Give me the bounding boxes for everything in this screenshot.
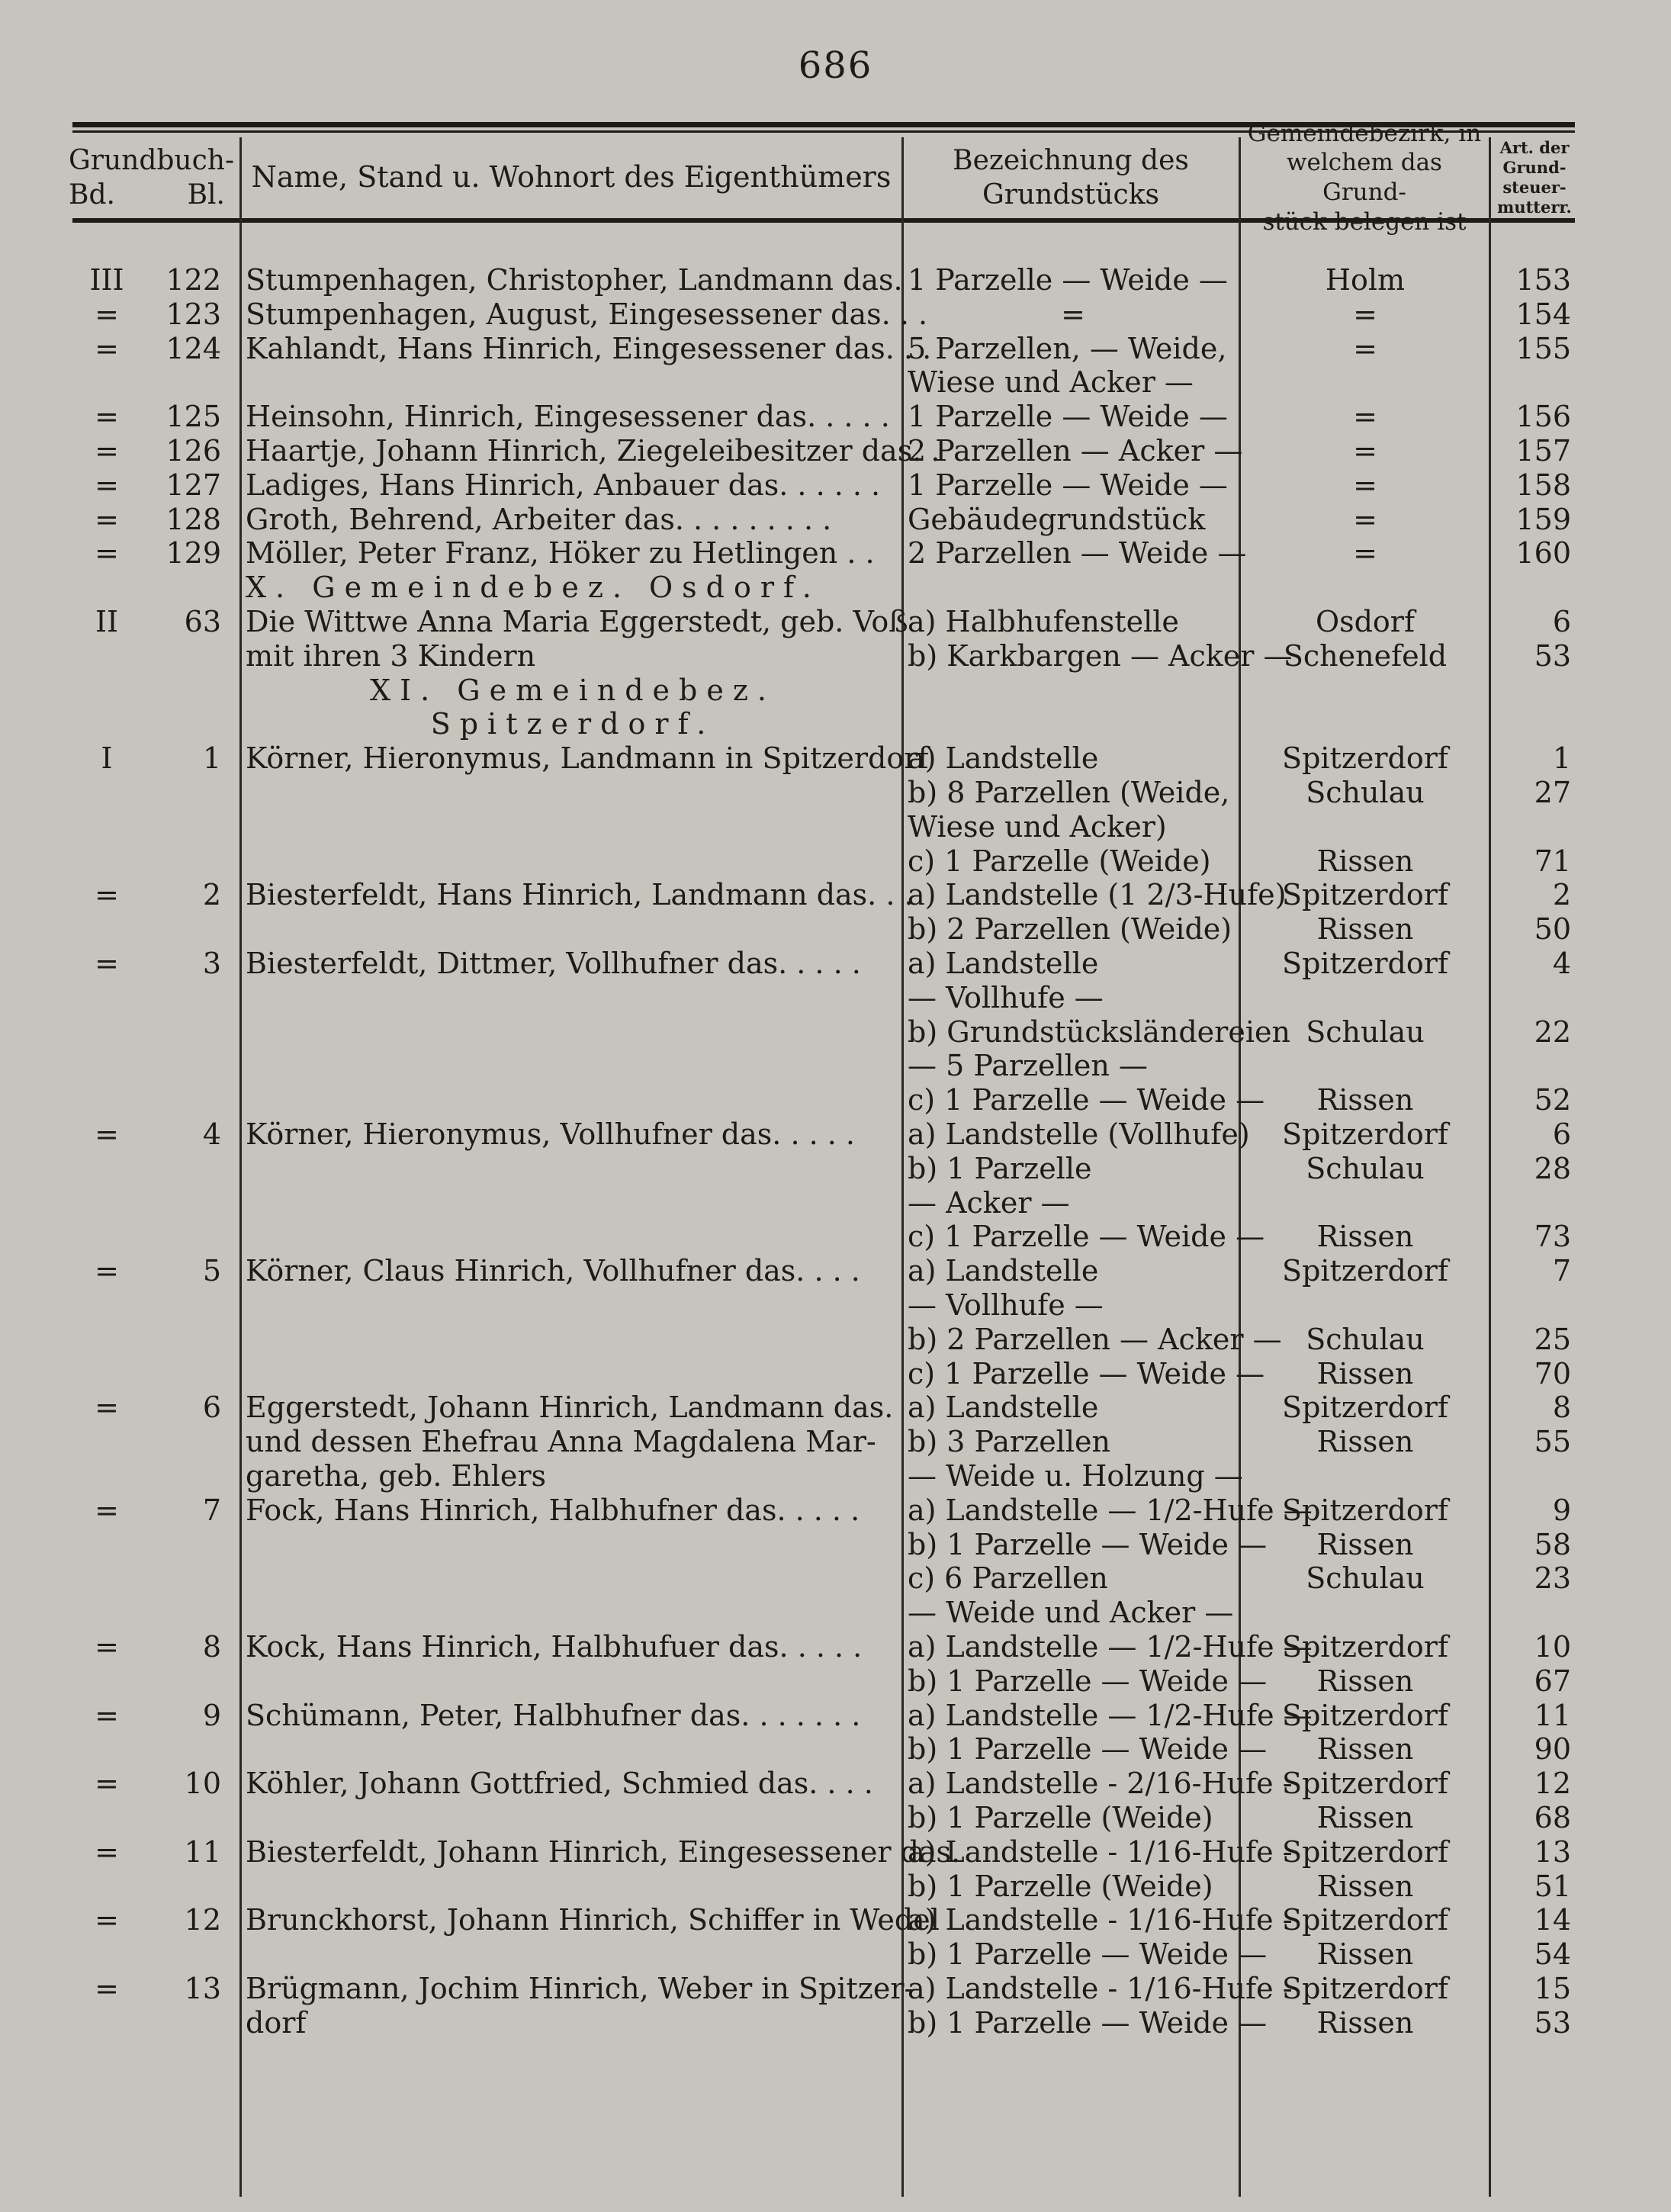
section-heading: XI. Gemeindebez. [370, 674, 776, 707]
table-row [0, 1596, 1671, 1629]
cell-band: = [95, 536, 119, 570]
cell-blatt: 122 [165, 263, 221, 297]
table-row [0, 400, 1671, 433]
page-number: 686 [798, 44, 873, 87]
cell-article: 158 [1515, 468, 1571, 502]
cell-article: 50 [1534, 912, 1571, 946]
cell-district: Spitzerdorf [1282, 1391, 1448, 1424]
cell-district: = [1353, 434, 1377, 468]
cell-parcel: a) Landstelle - 1/16-Hufe - [908, 1903, 1293, 1937]
cell-blatt: 7 [202, 1493, 221, 1527]
cell-owner: Biesterfeldt, Hans Hinrich, Landmann das. . . [246, 878, 914, 911]
cell-band: I [101, 741, 113, 775]
table-row [0, 947, 1671, 980]
cell-parcel: a) Landstelle - 1/16-Hufe - [908, 1972, 1293, 2005]
cell-band: = [95, 468, 119, 502]
cell-article: 154 [1515, 297, 1571, 331]
cell-parcel: b) Grundstücksländereien [908, 1015, 1290, 1049]
cell-district: Rissen [1316, 1083, 1414, 1117]
cell-parcel: a) Landstelle — 1/2-Hufe — [908, 1630, 1313, 1664]
cell-parcel: 5 Parzellen, — Weide, [908, 332, 1227, 365]
cell-owner: Stumpenhagen, Christopher, Landmann das. . [246, 263, 921, 297]
cell-blatt: 4 [202, 1117, 221, 1151]
cell-band: = [95, 1391, 119, 1424]
cell-district: Schulau [1306, 1561, 1425, 1595]
table-row [0, 263, 1671, 297]
cell-blatt: 6 [202, 1391, 221, 1424]
cell-band: = [95, 434, 119, 468]
cell-article: 53 [1534, 2006, 1571, 2040]
cell-article: 6 [1552, 1117, 1571, 1151]
table-row [0, 536, 1671, 570]
cell-band: = [95, 1630, 119, 1664]
header-bezeichnung-line2: Grundstücks [982, 179, 1159, 211]
cell-owner: Heinsohn, Hinrich, Eingesessener das. . . . . [246, 400, 890, 433]
cell-owner: Biesterfeldt, Johann Hinrich, Eingesessener das. [246, 1835, 961, 1869]
cell-parcel: — Vollhufe — [908, 1288, 1104, 1322]
cell-band: = [95, 1699, 119, 1732]
table-row [0, 1972, 1671, 2005]
cell-parcel: b) 1 Parzelle — Weide — [908, 1937, 1268, 1971]
cell-article: 157 [1515, 434, 1571, 468]
cell-district: Rissen [1316, 1425, 1414, 1458]
cell-district: Spitzerdorf [1282, 1630, 1448, 1664]
cell-parcel: a) Landstelle — 1/2-Hufe — [908, 1699, 1313, 1732]
header-bezeichnung [905, 137, 1237, 218]
cell-owner: Biesterfeldt, Dittmer, Vollhufner das. . . . . [246, 947, 861, 980]
cell-band: = [95, 400, 119, 433]
cell-blatt: 13 [184, 1972, 221, 2005]
table-row [0, 1220, 1671, 1253]
table-row [0, 468, 1671, 502]
cell-blatt: 2 [202, 878, 221, 911]
table-row [0, 776, 1671, 809]
cell-blatt: 1 [202, 741, 221, 775]
table-row [0, 1459, 1671, 1493]
cell-article: 155 [1515, 332, 1571, 365]
cell-article: 14 [1534, 1903, 1571, 1937]
cell-parcel: b) 1 Parzelle (Weide) [908, 1801, 1213, 1834]
cell-parcel: a) Landstelle — 1/2-Hufe — [908, 1493, 1313, 1527]
cell-district: Rissen [1316, 844, 1414, 878]
cell-parcel: a) Landstelle [908, 947, 1099, 980]
cell-parcel: b) 1 Parzelle (Weide) [908, 1870, 1213, 1903]
cell-owner: Köhler, Johann Gottfried, Schmied das. . . . [246, 1767, 873, 1800]
header-gemeinde-line2: welchem das Grund- [1287, 149, 1442, 206]
cell-owner: dorf [246, 2006, 307, 2040]
table-row [0, 1186, 1671, 1220]
cell-band: II [95, 605, 119, 638]
cell-parcel: — Weide und Acker — [908, 1596, 1234, 1629]
header-name-label: Name, Stand u. Wohnort des Eigenthümers [251, 160, 892, 195]
cell-band: = [95, 503, 119, 536]
cell-band: = [95, 1254, 119, 1288]
cell-parcel: b) 1 Parzelle [908, 1152, 1092, 1185]
cell-district: Spitzerdorf [1282, 1699, 1448, 1732]
cell-article: 153 [1515, 263, 1571, 297]
cell-parcel: 1 Parzelle — Weide — [908, 468, 1228, 502]
cell-district: Schulau [1306, 1015, 1425, 1049]
header-rule [72, 218, 1575, 223]
cell-parcel: Wiese und Acker) [908, 810, 1167, 844]
cell-article: 70 [1534, 1357, 1571, 1391]
cell-district: Rissen [1316, 1664, 1414, 1698]
table-row [0, 297, 1671, 331]
cell-owner: Ladiges, Hans Hinrich, Anbauer das. . . . . . [246, 468, 881, 502]
header-grundbuch-label: Grundbuch- [69, 145, 235, 176]
cell-article: 159 [1515, 503, 1571, 536]
cell-owner: Haartje, Johann Hinrich, Ziegeleibesitzer das. . [246, 434, 940, 468]
cell-article: 10 [1534, 1630, 1571, 1664]
cell-blatt: 125 [165, 400, 221, 433]
cell-band: = [95, 1835, 119, 1869]
cell-owner: Fock, Hans Hinrich, Halbhufner das. . . . . [246, 1493, 860, 1527]
cell-blatt: 124 [165, 332, 221, 365]
cell-parcel: a) Landstelle - 2/16-Hufe - [908, 1767, 1293, 1800]
cell-blatt: 128 [165, 503, 221, 536]
table-row [0, 1015, 1671, 1049]
cell-band: = [95, 332, 119, 365]
cell-owner: Die Wittwe Anna Maria Eggerstedt, geb. Voß [246, 605, 908, 638]
cell-parcel: c) 1 Parzelle (Weide) [908, 844, 1211, 878]
cell-parcel: a) Landstelle [908, 1391, 1099, 1424]
cell-district: Spitzerdorf [1282, 1254, 1448, 1288]
cell-parcel: c) 1 Parzelle — Weide — [908, 1357, 1265, 1391]
cell-parcel: 1 Parzelle — Weide — [908, 263, 1228, 297]
table-row [0, 503, 1671, 536]
cell-article: 2 [1552, 878, 1571, 911]
cell-district: Schulau [1306, 1323, 1425, 1356]
cell-owner: Stumpenhagen, August, Eingesessener das. . . [246, 297, 928, 331]
section-heading: Spitzerdorf. [430, 707, 715, 741]
cell-parcel: — Vollhufe — [908, 981, 1104, 1014]
cell-owner: Möller, Peter Franz, Höker zu Hetlingen . . [246, 536, 875, 570]
cell-district: Schulau [1306, 1152, 1425, 1185]
header-bezeichnung-line1: Bezeichnung des [953, 145, 1189, 176]
cell-article: 55 [1534, 1425, 1571, 1458]
cell-parcel: b) 3 Parzellen [908, 1425, 1110, 1458]
table-row [0, 332, 1671, 365]
table-row [0, 1493, 1671, 1527]
cell-blatt: 12 [184, 1903, 221, 1937]
cell-parcel: — Acker — [908, 1186, 1070, 1220]
cell-blatt: 129 [165, 536, 221, 570]
table-row [0, 1835, 1671, 1869]
cell-district: Spitzerdorf [1282, 1835, 1448, 1869]
table-row [0, 1117, 1671, 1151]
cell-parcel: a) Landstelle [908, 741, 1099, 775]
header-grundbuch [69, 137, 235, 218]
cell-article: 54 [1534, 1937, 1571, 1971]
table-row [0, 1903, 1671, 1937]
cell-district: Schulau [1306, 776, 1425, 809]
cell-owner: Körner, Claus Hinrich, Vollhufner das. . . . [246, 1254, 860, 1288]
cell-parcel: a) Landstelle (Vollhufe) [908, 1117, 1250, 1151]
cell-parcel: 2 Parzellen — Acker — [908, 434, 1243, 468]
cell-district: = [1353, 297, 1377, 331]
cell-article: 73 [1534, 1220, 1571, 1253]
cell-district: Rissen [1316, 912, 1414, 946]
cell-article: 25 [1534, 1323, 1571, 1356]
cell-article: 27 [1534, 776, 1571, 809]
cell-parcel: a) Landstelle (1 2/3-Hufe) [908, 878, 1287, 911]
table-row [0, 810, 1671, 844]
cell-district: Spitzerdorf [1282, 1493, 1448, 1527]
cell-band: = [95, 1767, 119, 1800]
cell-article: 23 [1534, 1561, 1571, 1595]
cell-parcel: b) 1 Parzelle — Weide — [908, 1664, 1268, 1698]
cell-blatt: 9 [202, 1699, 221, 1732]
cell-band: III [89, 263, 124, 297]
cell-district: Holm [1325, 263, 1406, 297]
cell-blatt: 63 [184, 605, 221, 638]
table-row [0, 1870, 1671, 1903]
table-row [0, 1801, 1671, 1834]
cell-owner: Schümann, Peter, Halbhufner das. . . . . . . [246, 1699, 861, 1732]
cell-band: = [95, 878, 119, 911]
cell-owner: Brunckhorst, Johann Hinrich, Schiffer in Wedel [246, 1903, 940, 1937]
cell-district: Rissen [1316, 1732, 1414, 1766]
cell-parcel: b) Karkbargen — Acker — [908, 639, 1293, 673]
cell-district: = [1353, 400, 1377, 433]
header-artikel [1492, 137, 1577, 218]
cell-owner: Kahlandt, Hans Hinrich, Eingesessener das. . . [246, 332, 932, 365]
cell-article: 8 [1552, 1391, 1571, 1424]
table-row [0, 878, 1671, 911]
table-row [0, 1288, 1671, 1322]
cell-owner: Eggerstedt, Johann Hinrich, Landmann das. [246, 1391, 894, 1424]
cell-district: Osdorf [1315, 605, 1416, 638]
header-bd: Bd. [69, 179, 115, 211]
cell-district: = [1353, 332, 1377, 365]
table-row [0, 1254, 1671, 1288]
table-row [0, 1767, 1671, 1800]
cell-article: 68 [1534, 1801, 1571, 1834]
cell-owner: und dessen Ehefrau Anna Magdalena Mar- [246, 1425, 876, 1458]
cell-article: 11 [1534, 1699, 1571, 1732]
cell-district: Schenefeld [1283, 639, 1448, 673]
cell-owner: Kock, Hans Hinrich, Halbhufuer das. . . . . [246, 1630, 863, 1664]
table-row [0, 1561, 1671, 1595]
cell-parcel: a) Landstelle - 1/16-Hufe - [908, 1835, 1293, 1869]
cell-band: = [95, 297, 119, 331]
cell-parcel: — 5 Parzellen — [908, 1049, 1148, 1082]
cell-parcel: c) 1 Parzelle — Weide — [908, 1220, 1265, 1253]
cell-article: 90 [1534, 1732, 1571, 1766]
header-name [243, 137, 900, 218]
table-row [0, 1937, 1671, 1971]
table-row [0, 1049, 1671, 1082]
table-row [0, 1664, 1671, 1698]
cell-band: = [95, 1493, 119, 1527]
cell-district: Rissen [1316, 1528, 1414, 1561]
cell-article: 67 [1534, 1664, 1571, 1698]
header-bl: Bl. [187, 179, 225, 211]
cell-article: 58 [1534, 1528, 1571, 1561]
cell-district: Rissen [1316, 1357, 1414, 1391]
cell-parcel: — Weide u. Holzung — [908, 1459, 1243, 1493]
table-row [0, 1357, 1671, 1391]
table-row [0, 981, 1671, 1014]
cell-parcel: 1 Parzelle — Weide — [908, 400, 1228, 433]
cell-blatt: 8 [202, 1630, 221, 1664]
header-gemeinde-line1: Gemeindebezirk, in [1247, 119, 1482, 147]
cell-owner: Körner, Hieronymus, Vollhufner das. . . . . [246, 1117, 856, 1151]
cell-parcel: c) 6 Parzellen [908, 1561, 1108, 1595]
cell-district: Rissen [1316, 1801, 1414, 1834]
cell-blatt: 11 [184, 1835, 221, 1869]
cell-article: 156 [1515, 400, 1571, 433]
table-row [0, 2006, 1671, 2040]
table-row [0, 1699, 1671, 1732]
cell-district: Rissen [1316, 1870, 1414, 1903]
cell-blatt: 123 [165, 297, 221, 331]
cell-district: Spitzerdorf [1282, 878, 1448, 911]
cell-blatt: 127 [165, 468, 221, 502]
cell-blatt: 10 [184, 1767, 221, 1800]
cell-parcel: 2 Parzellen — Weide — [908, 536, 1247, 570]
cell-band: = [95, 1903, 119, 1937]
cell-owner: Körner, Hieronymus, Landmann in Spitzerdorf [246, 741, 929, 775]
header-art-line1: Art. der [1499, 137, 1570, 157]
cell-parcel: b) 8 Parzellen (Weide, [908, 776, 1230, 809]
cell-article: 1 [1552, 741, 1571, 775]
cell-owner: Groth, Behrend, Arbeiter das. . . . . . . . . [246, 503, 832, 536]
table-row [0, 1391, 1671, 1424]
table-row [0, 639, 1671, 673]
cell-article: 71 [1534, 844, 1571, 878]
table-row [0, 912, 1671, 946]
cell-district: Spitzerdorf [1282, 1972, 1448, 2005]
table-row [0, 605, 1671, 638]
cell-band: = [95, 1972, 119, 2005]
cell-parcel: = [1061, 297, 1085, 331]
cell-parcel: b) 1 Parzelle — Weide — [908, 1732, 1268, 1766]
cell-parcel: a) Halbhufenstelle [908, 605, 1179, 638]
header-art-line3: steuer- [1502, 178, 1567, 197]
cell-owner: mit ihren 3 Kindern [246, 639, 536, 673]
cell-blatt: 3 [202, 947, 221, 980]
cell-parcel: b) 2 Parzellen — Acker — [908, 1323, 1282, 1356]
table-row [0, 844, 1671, 878]
cell-parcel: b) 2 Parzellen (Weide) [908, 912, 1232, 946]
cell-article: 7 [1552, 1254, 1571, 1288]
cell-article: 12 [1534, 1767, 1571, 1800]
cell-district: Spitzerdorf [1282, 1903, 1448, 1937]
cell-district: = [1353, 536, 1377, 570]
cell-article: 160 [1515, 536, 1571, 570]
table-row [0, 1732, 1671, 1766]
cell-parcel: b) 1 Parzelle — Weide — [908, 1528, 1268, 1561]
cell-band: = [95, 1117, 119, 1151]
cell-district: Spitzerdorf [1282, 741, 1448, 775]
cell-district: Spitzerdorf [1282, 1117, 1448, 1151]
cell-parcel: Wiese und Acker — [908, 365, 1194, 399]
table-row [0, 741, 1671, 775]
section-heading: X. Gemeindebez. Osdorf. [246, 571, 821, 604]
header-art-line4: mutterr. [1497, 198, 1572, 217]
cell-article: 4 [1552, 947, 1571, 980]
table-row [0, 365, 1671, 399]
cell-district: = [1353, 468, 1377, 502]
cell-parcel: Gebäudegrundstück [908, 503, 1206, 536]
cell-district: Spitzerdorf [1282, 947, 1448, 980]
cell-district: Spitzerdorf [1282, 1767, 1448, 1800]
cell-parcel: a) Landstelle [908, 1254, 1099, 1288]
cell-district: = [1353, 503, 1377, 536]
cell-parcel: b) 1 Parzelle — Weide — [908, 2006, 1268, 2040]
cell-blatt: 5 [202, 1254, 221, 1288]
cell-article: 9 [1552, 1493, 1571, 1527]
cell-band: = [95, 947, 119, 980]
header-art-line2: Grund- [1502, 157, 1567, 177]
table-row [0, 1630, 1671, 1664]
cell-owner: garetha, geb. Ehlers [246, 1459, 547, 1493]
cell-blatt: 126 [165, 434, 221, 468]
table-row [0, 1323, 1671, 1356]
cell-article: 51 [1534, 1870, 1571, 1903]
cell-district: Rissen [1316, 1937, 1414, 1971]
cell-parcel: c) 1 Parzelle — Weide — [908, 1083, 1265, 1117]
cell-article: 28 [1534, 1152, 1571, 1185]
header-gemeindebezirk [1242, 119, 1487, 218]
cell-article: 52 [1534, 1083, 1571, 1117]
table-row [0, 1528, 1671, 1561]
cell-article: 13 [1534, 1835, 1571, 1869]
cell-article: 22 [1534, 1015, 1571, 1049]
table-row [0, 1425, 1671, 1458]
table-row [0, 1152, 1671, 1185]
table-row [0, 434, 1671, 468]
table-row [0, 1083, 1671, 1117]
cell-article: 15 [1534, 1972, 1571, 2005]
cell-article: 53 [1534, 639, 1571, 673]
cell-owner: Brügmann, Jochim Hinrich, Weber in Spitzer- [246, 1972, 914, 2005]
cell-district: Rissen [1316, 1220, 1414, 1253]
cell-district: Rissen [1316, 2006, 1414, 2040]
cell-article: 6 [1552, 605, 1571, 638]
